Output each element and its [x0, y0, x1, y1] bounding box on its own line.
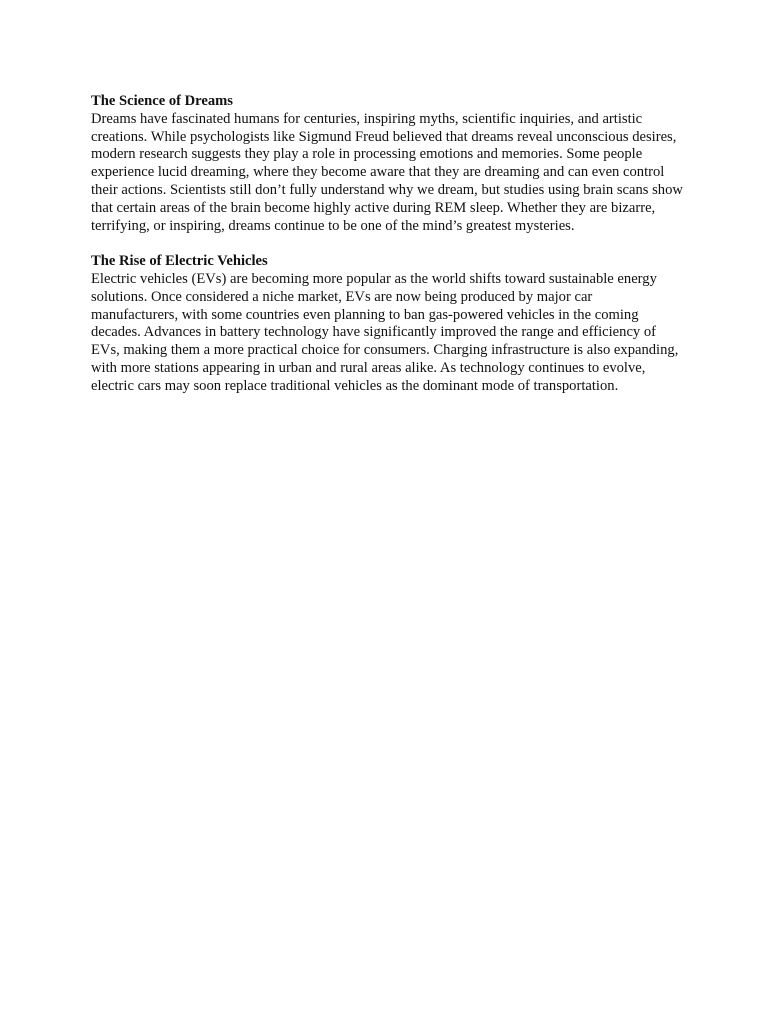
section-science-of-dreams — [91, 93, 683, 235]
document-body — [91, 93, 683, 396]
section-paragraph: Dreams have fascinated humans for centuries, inspiring myths, scientific inquiries, and artistic creations. While psychologists like Sigmund Freud believed that dreams reveal unconscious desires, modern research suggests they play a role in processing emotions and memories. Some people experience lucid dreaming, where they become aware that they are dreaming and can even control their actions. Scientists still don’t fully understand why we dream, but studies using brain scans show that certain areas of the brain become highly active during REM sleep. Whether they are bizarre, terrifying, or inspiring, dreams continue to be one of the mind’s greatest mysteries. — [91, 110, 683, 234]
section-heading: The Science of Dreams — [91, 93, 233, 109]
section-heading: The Rise of Electric Vehicles — [91, 253, 268, 270]
section-rise-of-electric-vehicles — [91, 253, 683, 395]
section-paragraph: Electric vehicles (EVs) are becoming more popular as the world shifts toward sustainable energy solutions. Once considered a niche market, EVs are now being produced by major car manufacturers, with some countries even planning to ban gas-powered vehicles in the coming decades. Advances in battery technology have significantly improved the range and efficiency of EVs, making them a more practical choice for consumers. Charging infrastructure is also expanding, with more stations appearing in urban and rural areas alike. As technology continues to evolve, electric cars may soon replace traditional vehicles as the dominant mode of transportation. — [91, 270, 679, 394]
